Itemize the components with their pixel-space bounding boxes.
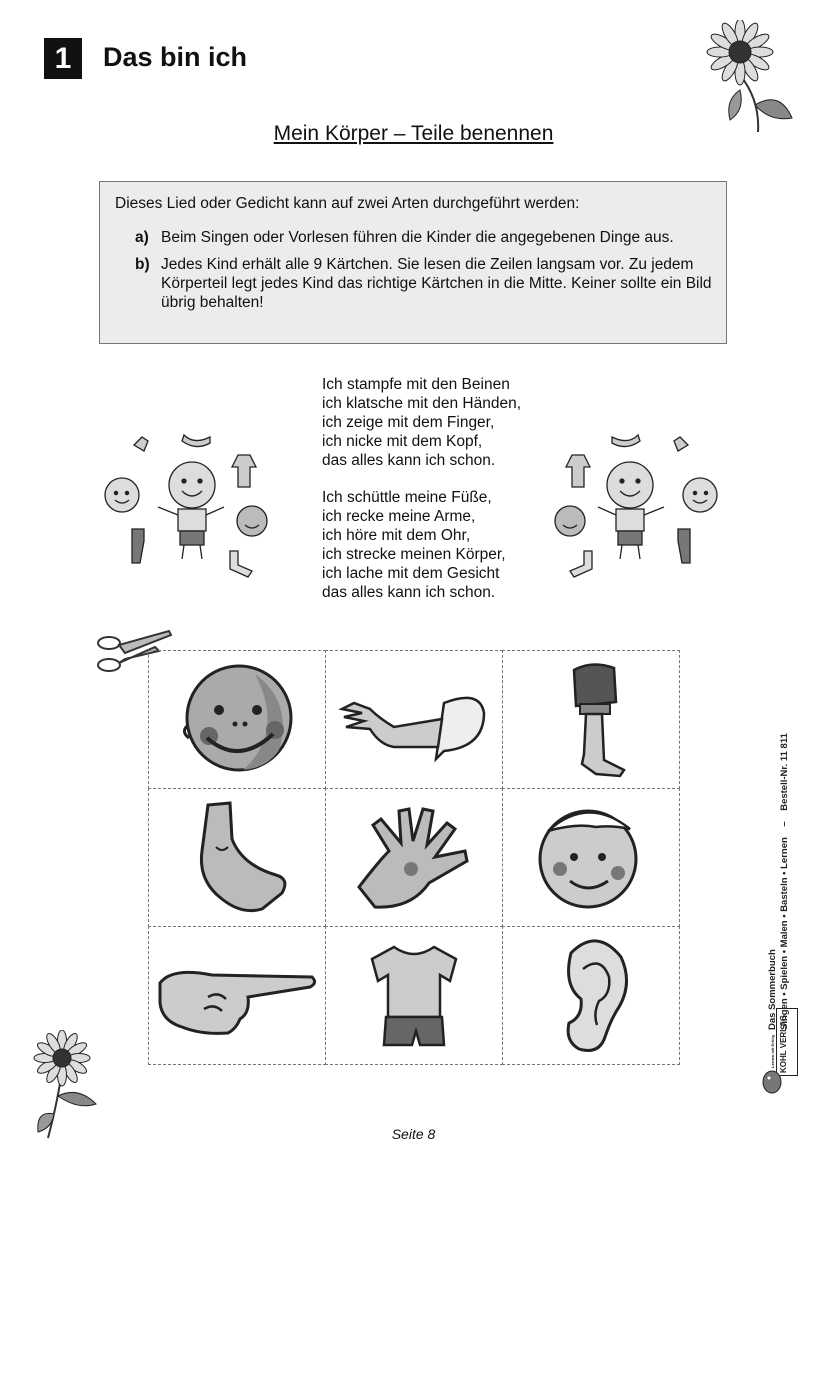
poem-line: das alles kann ich schon. — [322, 584, 496, 601]
chapter-title: Das bin ich — [103, 42, 248, 72]
leg-icon — [536, 654, 646, 784]
instruction-intro: Dieses Lied oder Gedicht kann auf zwei Arten durchgeführt werden: — [115, 195, 580, 212]
instruction-box — [99, 181, 727, 344]
order-number: Bestell-Nr. 11 811 — [779, 733, 790, 811]
poem-line: ich höre mit dem Ohr, — [322, 527, 471, 544]
section-subtitle: Mein Körper – Teile benennen — [273, 122, 554, 145]
card[interactable] — [325, 926, 503, 1065]
arm-icon — [334, 669, 494, 769]
instruction-text: Beim Singen oder Vorlesen führen die Kinder die angegebenen Dinge aus. — [161, 229, 674, 246]
poem-line: ich strecke meinen Körper, — [322, 546, 506, 563]
child-bodyparts-illustration — [552, 425, 722, 580]
card[interactable] — [502, 788, 680, 927]
card[interactable] — [148, 788, 326, 927]
sunflower-icon — [700, 20, 800, 135]
head-icon — [526, 795, 656, 920]
poem-line: Ich schüttle meine Füße, — [322, 489, 492, 506]
publisher-tagline: Lernen mit Erfolg — [770, 1034, 775, 1068]
poem — [322, 375, 521, 602]
publisher-mascot-icon — [760, 1066, 786, 1096]
cutout-cards-grid — [148, 650, 679, 1064]
face-icon — [167, 662, 307, 777]
card[interactable] — [325, 650, 503, 789]
hand-icon — [349, 795, 479, 920]
body-icon — [364, 933, 464, 1058]
pointing-finger-icon — [152, 953, 322, 1038]
card[interactable] — [502, 926, 680, 1065]
child-bodyparts-illustration — [100, 425, 270, 580]
instruction-text: Jedes Kind erhält alle 9 Kärtchen. Sie lesen die Zeilen langsam vor. Zu jedem Körperteil legt jedes Kind das richtige Kärtchen in die Mitte. Keiner sollte ein Bild übrig behalten! — [161, 256, 712, 311]
chapter-number: 1 — [44, 38, 82, 79]
poem-line: Ich stampfe mit den Beinen — [322, 376, 510, 393]
card[interactable] — [148, 926, 326, 1065]
poem-line: ich zeige mit dem Finger, — [322, 414, 495, 431]
poem-line: ich klatsche mit den Händen, — [322, 395, 522, 412]
card[interactable] — [148, 650, 326, 789]
ear-icon — [541, 933, 641, 1058]
instruction-item — [135, 255, 712, 312]
poem-line: ich lache mit dem Gesicht — [322, 565, 500, 582]
poem-line: das alles kann ich schon. — [322, 452, 496, 469]
book-subtitle: Singen • Spielen • Malen • Basteln • Lernen — [779, 837, 790, 1030]
card[interactable] — [325, 788, 503, 927]
poem-line: ich recke meine Arme, — [322, 508, 476, 525]
book-title: Das Sommerbuch — [767, 949, 778, 1030]
instruction-item — [135, 228, 712, 247]
foot-icon — [172, 795, 302, 920]
instruction-label: a) — [135, 229, 149, 246]
card[interactable] — [502, 650, 680, 789]
page-number: Seite 8 — [391, 1126, 436, 1142]
instruction-label: b) — [135, 256, 150, 273]
publisher-name: KOHL VERLAG — [779, 1014, 788, 1073]
poem-line: ich nicke mit dem Kopf, — [322, 433, 483, 450]
sidebar-dash: – — [779, 821, 790, 827]
